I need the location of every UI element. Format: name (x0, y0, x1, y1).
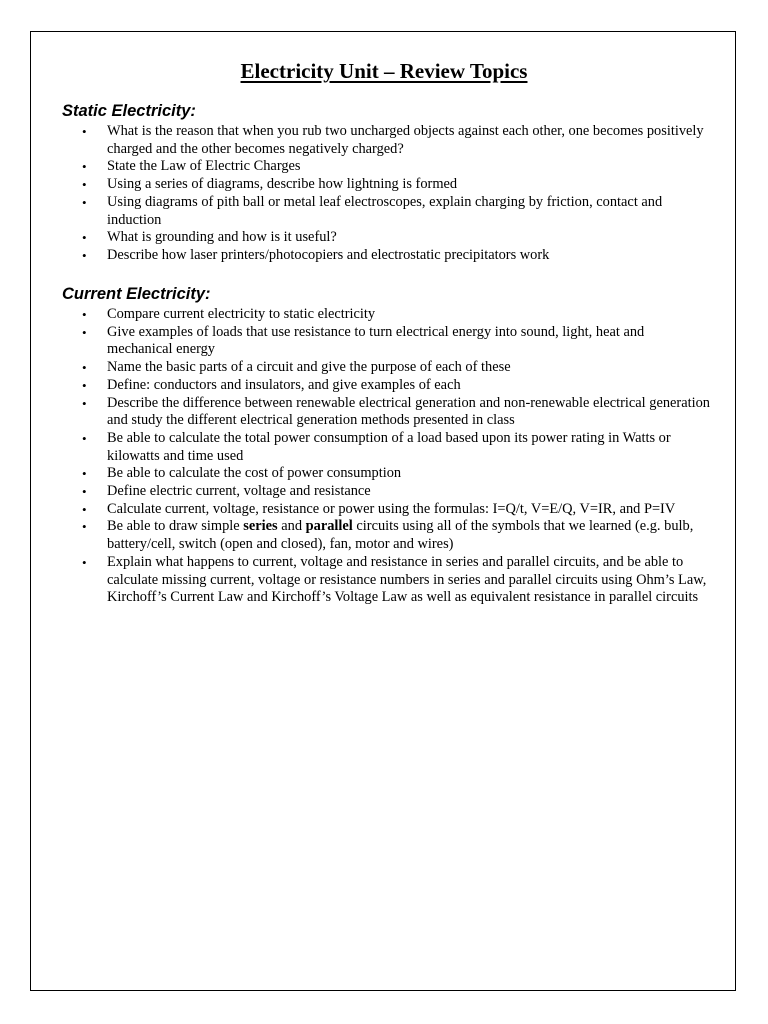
list-item (62, 501, 712, 519)
list-item (62, 518, 712, 553)
list-item (62, 377, 712, 395)
bullet-icon: • (82, 466, 87, 482)
document-title: Electricity Unit – Review Topics (240, 59, 528, 83)
bullet-icon: • (82, 377, 87, 393)
bullet-icon: • (82, 194, 87, 210)
list-item-text: What is the reason that when you rub two uncharged objects against each other, one becomes positively charged and the other becomes negatively charged? (107, 123, 704, 157)
bullet-icon: • (82, 554, 87, 570)
list-item-text: State the Law of Electric Charges (107, 158, 301, 175)
bullet-icon: • (82, 395, 87, 411)
bullet-icon: • (82, 519, 87, 535)
list-item (62, 306, 712, 324)
bullet-icon: • (82, 124, 87, 139)
list-item-text: Define electric current, voltage and resistance (107, 483, 371, 500)
static-electricity-heading: Static Electricity: (62, 102, 196, 120)
list-item (62, 465, 712, 483)
list-item (62, 247, 712, 265)
list-item (62, 176, 712, 194)
list-item (62, 395, 712, 430)
bullet-icon: • (82, 230, 87, 246)
list-item (62, 359, 712, 377)
list-item-text-part: circuits using all of the symbols that we learned (e.g. bulb, battery/cell, switch (open and closed), fan, motor and wires) (107, 518, 694, 553)
bold-term-parallel: parallel (305, 518, 353, 535)
list-item (62, 158, 712, 176)
list-item-text: Be able to calculate the total power consumption of a load based upon its power rating in Watts or kilowatts and time used (107, 429, 671, 464)
list-item-text (107, 518, 693, 552)
bullet-icon: • (82, 307, 87, 322)
bullet-icon: • (82, 177, 87, 193)
bullet-icon: • (82, 360, 87, 376)
static-topic-list (62, 123, 712, 265)
bullet-icon: • (82, 430, 87, 446)
list-item-text: Using diagrams of pith ball or metal leaf electroscopes, explain charging by friction, contact and induction (107, 193, 663, 228)
list-item-text: Calculate current, voltage, resistance or power using the formulas: I=Q/t, V=E/Q, V=IR, and P=IV (107, 500, 676, 517)
list-item (62, 324, 712, 359)
list-item-text: What is grounding and how is it useful? (107, 229, 337, 246)
bullet-icon: • (82, 501, 87, 517)
list-item (62, 229, 712, 247)
static-electricity-section (62, 101, 712, 265)
bold-term-series: series (243, 518, 278, 535)
list-item-text-part: and (277, 518, 306, 535)
list-item (62, 430, 712, 465)
current-electricity-heading: Current Electricity: (62, 285, 211, 303)
list-item-text: Describe the difference between renewable electrical generation and non-renewable electrical generation and study the different electrical generation methods presented in class (107, 394, 711, 429)
list-item-text: Compare current electricity to static electricity (107, 306, 376, 322)
list-item (62, 194, 712, 229)
bullet-icon: • (82, 159, 87, 175)
list-item-text: Describe how laser printers/photocopiers and electrostatic precipitators work (107, 246, 550, 263)
list-item (62, 483, 712, 501)
bullet-icon: • (82, 324, 87, 340)
list-item-text: Give examples of loads that use resistance to turn electrical energy into sound, light, heat and mechanical energy (107, 323, 645, 358)
bullet-icon: • (82, 484, 87, 500)
current-topic-list (62, 306, 712, 607)
bullet-icon: • (82, 247, 87, 263)
list-item-text: Explain what happens to current, voltage and resistance in series and parallel circuits, and be able to calculate missing current, voltage or resistance numbers in series and parallel circuits using Ohm’s Law, Kirchoff’s Current Law and Kirchoff’s Voltage Law as well as equivalent resistance in parallel circuits (107, 553, 707, 606)
list-item-text: Name the basic parts of a circuit and give the purpose of each of these (107, 359, 511, 376)
list-item-text: Be able to calculate the cost of power consumption (107, 465, 402, 482)
list-item (62, 123, 712, 158)
list-item-text: Using a series of diagrams, describe how lightning is formed (107, 176, 458, 193)
list-item (62, 554, 712, 607)
current-electricity-section (62, 284, 712, 607)
list-item-text-part: Be able to draw simple (107, 518, 244, 535)
list-item-text: Define: conductors and insulators, and give examples of each (107, 376, 461, 393)
